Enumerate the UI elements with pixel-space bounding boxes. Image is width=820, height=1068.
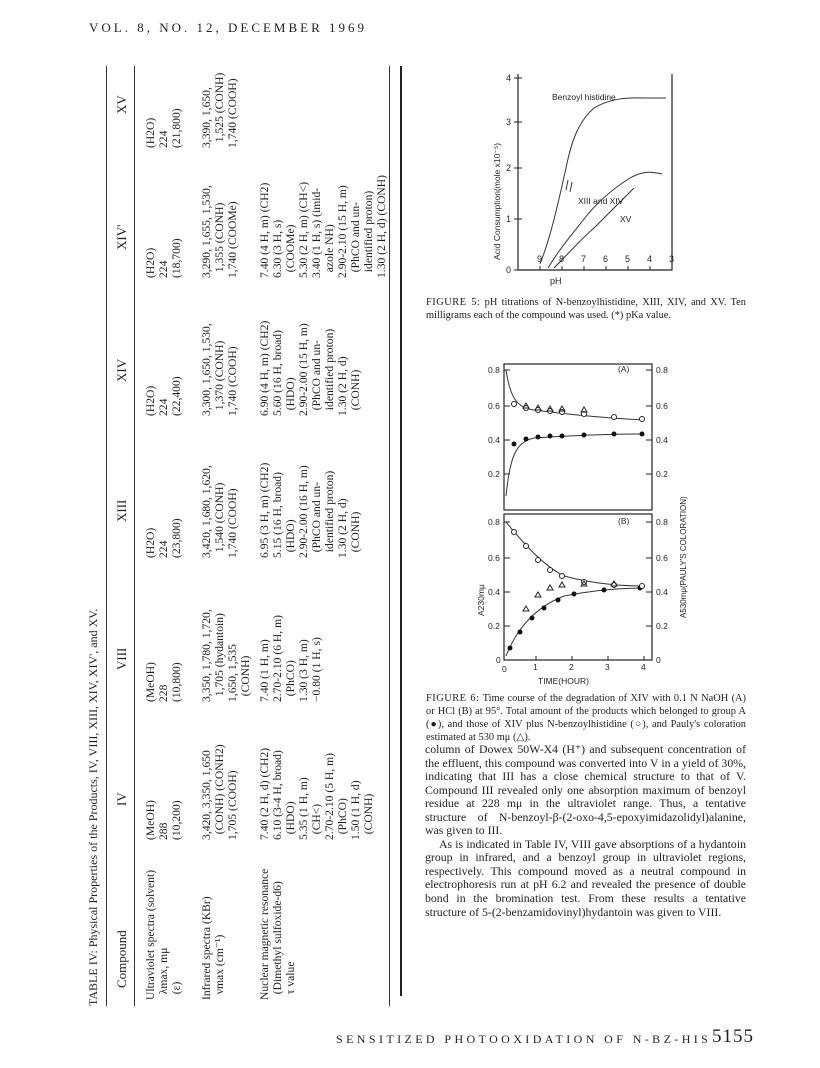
table-iv-container xyxy=(86,66,396,1006)
fig5-xlabel-7: 7 xyxy=(581,254,587,264)
fig5-label-xiii-xiv: XIII and XIV xyxy=(578,196,624,206)
fig5-yaxis-title: Acid Consumption(mole x10⁻⁵) xyxy=(492,142,502,260)
running-footer: SENSITIZED PHOTOOXIDATION OF N-BZ-HIS xyxy=(336,1032,712,1046)
body-text xyxy=(425,743,746,919)
fig5-ylabel-2: 2 xyxy=(506,163,512,173)
cell-uv-xiv: (H2O) 224 (22,400) xyxy=(144,376,183,416)
fig5-ylabel-1: 1 xyxy=(506,214,512,224)
fig6-xlabel-4: 4 xyxy=(641,662,646,672)
cell-uv-xiv-prime: (H2O) 224 (18,700) xyxy=(144,238,183,278)
cell-ir-viii: 3,350, 1,780, 1,720, 1,705 (hydantoin) 1,650, 1,535 (CONH) xyxy=(200,609,252,702)
fig5-label-benzoylhistidine: Benzoyl histidine xyxy=(552,92,616,102)
fig6-b-rlabel-0: 0 xyxy=(656,655,661,665)
fig6-a-ylabel-08: 0.8 xyxy=(488,365,500,375)
cell-uv-xv: (H2O) 224 (21,800) xyxy=(144,108,183,148)
fig6-b-rlabel-08: 0.8 xyxy=(656,517,668,527)
fig6-b-ylabel-02: 0.2 xyxy=(488,621,500,631)
fig5-label-xv: XV xyxy=(620,214,632,224)
table-title: Physical Properties of the Products, IV, VIII, XIII, XIV, XIV', and XV. xyxy=(86,608,100,948)
fig6-b-curve-open xyxy=(506,522,644,586)
fig5-xlabel-3: 3 xyxy=(669,254,675,264)
fig6-filled-markers xyxy=(508,432,645,651)
fig6-b-rlabel-02: 0.2 xyxy=(656,621,668,631)
table-iv xyxy=(86,66,396,1006)
figure-6-caption xyxy=(426,692,746,744)
fig6-b-ylabel-06: 0.6 xyxy=(488,553,500,563)
fig5-xaxis-title: pH xyxy=(550,276,562,286)
fig6-a-rlabel-06: 0.6 xyxy=(656,401,668,411)
fig6-xlabel-0: 0 xyxy=(502,664,507,674)
fig6-panel-b-label: (B) xyxy=(618,516,630,526)
fig5-xlabel-4: 4 xyxy=(647,254,653,264)
body-paragraph-2: As is indicated in Table IV, VIII gave absorptions of a hydantoin group in infrared, and a benzoyl group in ultraviolet regions, respectively. This compound moved as a neutral compound in electrophoresis run at pH 6.2 and revealed the presence of double bond in the bromination test. From these results a tentative structure of 5-(2-benzamidovinyl)hydantoin was given to VIII. xyxy=(425,836,746,919)
fig6-a-rlabel-02: 0.2 xyxy=(656,469,668,479)
running-header: VOL. 8, NO. 12, DECEMBER 1969 xyxy=(89,20,368,35)
fig6-a-ylabel-02: 0.2 xyxy=(488,469,500,479)
cell-ir-iv: 3,420, 3,350, 1,650 (CONH) (CONH2) 1,705 (COOH) xyxy=(200,744,239,840)
cell-nmr-xiv: 6.90 (4 H, m) (CH2) 5.60 (16 H, broad) (HDO) 2.90-2.00 (15 H, m) (PhCO and un- identified proton) 1.30 (2 H, d) (CONH) xyxy=(258,320,362,416)
fig6-open-markers xyxy=(512,402,645,589)
fig6-xaxis-title: TIME(HOUR) xyxy=(538,676,589,686)
fig5-xlabel-6: 6 xyxy=(603,254,609,264)
cell-ir-xv: 3,390, 1,650, 1,525 (CONH) 1,740 (COOH) xyxy=(200,72,239,148)
fig6-panel-b-frame xyxy=(504,514,652,660)
fig5-xlabel-8: 8 xyxy=(559,254,565,264)
fig6-b-ylabel-04: 0.4 xyxy=(488,587,500,597)
fig5-ylabel-0: 0 xyxy=(506,265,512,275)
fig6-xlabel-2: 2 xyxy=(569,662,574,672)
col-header-compound: Compound xyxy=(114,930,129,988)
table-caption xyxy=(86,609,101,1006)
figure-5-caption-label: FIGURE 5: xyxy=(426,297,481,308)
table-rule-header xyxy=(134,66,135,1006)
fig6-xlabel-1: 1 xyxy=(533,662,538,672)
col-header-xiv-prime: XIV' xyxy=(114,224,129,250)
fig6-a-ylabel-06: 0.6 xyxy=(488,401,500,411)
fig5-ylabel-4: 4 xyxy=(506,73,512,83)
cell-uv-iv: (MeOH) 288 (10,200) xyxy=(144,800,183,840)
page-number: 5155 xyxy=(712,1026,754,1047)
figure-5-caption xyxy=(426,296,746,322)
cell-uv-xiii: (H2O) 224 (23,800) xyxy=(144,518,183,558)
cell-uv-viii: (MeOH) 228 (10,800) xyxy=(144,662,183,702)
fig6-a-ylabel-04: 0.4 xyxy=(488,435,500,445)
cell-nmr-iv: 7.40 (2 H, d) (CH2) 6.10 (3-4 H, broad) (HDO) 5.35 (1 H, m) (CH<) 2.70-2.10 (5 H, m) (PhCO) 1.50 (1 H, d) (CONH) xyxy=(258,747,375,840)
col-header-viii: VIII xyxy=(114,647,129,670)
fig6-a-rlabel-08: 0.8 xyxy=(656,365,668,375)
row-label-nmr: Nuclear magnetic resonance (Dimethyl sulfoxide-d6) τ value xyxy=(258,868,297,1000)
figure-6-caption-label: FIGURE 6: xyxy=(426,693,480,704)
column-divider xyxy=(400,66,402,996)
cell-ir-xiii: 3,420, 1,680, 1,620, 1,540 (CONH) 1,740 (COOH) xyxy=(200,465,239,558)
cell-nmr-xiii: 6.95 (3 H, m) (CH2) 5.15 (16 H, broad) (HDO) 2.90-2.00 (16 H, m) (PhCO and un- identified proton) 1.30 (2 H, d) (CONH) xyxy=(258,462,362,558)
col-header-xiv: XIV xyxy=(114,358,129,382)
row-label-ir: Infrared spectra (KBr) νmax (cm⁻¹) xyxy=(200,896,226,1000)
table-rule-top xyxy=(106,66,107,1006)
fig6-b-curve-filled xyxy=(506,588,644,656)
col-header-xiii: XIII xyxy=(114,499,129,522)
fig5-curve-benzoylhistidine xyxy=(540,98,666,264)
fig6-a-rlabel-04: 0.4 xyxy=(656,435,668,445)
fig5-xlabel-9: 9 xyxy=(537,254,543,264)
table-label: TABLE IV: xyxy=(86,950,100,1006)
fig5-xlabel-5: 5 xyxy=(625,254,631,264)
figure-6-caption-text: Time course of the degradation of XIV with 0.1 N NaOH (A) or HCl (B) at 95°. Total amount of the products which belonged to group A (●), and those of XIV plus N-benzoylhistidine (○), and Pauly's coloration estimated at 530 mμ (△). xyxy=(426,693,746,743)
cell-nmr-xiv-prime: 7.40 (4 H, m) (CH2) 6.30 (3 H, s) (COOMe) 5.30 (2 H, m) (CH<) 3.40 (1 H, s) (imid- azole NH) 2.90-2.10 (15 H, m) (PhCO and un- identified proton) 1.30 (2 H, d) (CONH) xyxy=(258,174,388,278)
fig5-pka-mark xyxy=(566,180,572,192)
fig6-b-ylabel-0: 0 xyxy=(496,655,501,665)
cell-ir-xiv-prime: 3,290, 1,655, 1,530, 1,355 (CONH) 1,740 (COOMe) xyxy=(200,185,239,278)
cell-nmr-viii: 7.40 (1 H, m) 2.70-2.10 (6 H, m) (PhCO) 1.30 (3 H, m) −0.80 (1 H, s) xyxy=(258,615,323,702)
fig6-panel-a-label: (A) xyxy=(618,364,630,374)
fig6-b-rlabel-06: 0.6 xyxy=(656,553,668,563)
figure-6-plot xyxy=(474,356,694,692)
col-header-xv: XV xyxy=(114,95,129,114)
figure-5-plot xyxy=(494,64,694,290)
fig6-xlabel-3: 3 xyxy=(605,662,610,672)
figure-5-caption-text: pH titrations of N-benzoylhistidine, XIII, XIV, and XV. Ten milligrams each of the compound was used. (*) pKa value. xyxy=(426,297,746,321)
fig6-left-axis-title: A230mμ xyxy=(476,584,486,616)
fig5-ylabel-3: 3 xyxy=(506,117,512,127)
body-paragraph-1: column of Dowex 50W-X4 (H⁺) and subsequent concentration of the effluent, this compound was converted into V in a yield of 30%, indicating that III has a close chemical structure to that of V. Compound III revealed only one absorption maximum of benzoyl residue at 228 mμ in the ultraviolet range. Thus, a tentative structure of N-benzoyl-β-(2-oxo-4,5-epoxyimidazolidyl)alanine, was given to III. xyxy=(425,742,746,838)
fig6-b-rlabel-04: 0.4 xyxy=(656,587,668,597)
fig6-b-ylabel-08: 0.8 xyxy=(488,517,500,527)
fig6-a-curve-open xyxy=(506,370,644,420)
col-header-iv: IV xyxy=(114,792,129,806)
table-rule-bottom xyxy=(389,66,390,1006)
row-label-uv: Ultraviolet spectra (solvent) λmax, mμ (ε) xyxy=(144,869,183,1000)
fig6-right-axis-title: A530mμ(PAULY'S COLORATION) xyxy=(679,496,688,618)
cell-ir-xiv: 3,300, 1,650, 1,530, 1,370 (CONH) 1,740 (COOH) xyxy=(200,323,239,416)
fig6-a-curve-filled xyxy=(506,434,644,496)
